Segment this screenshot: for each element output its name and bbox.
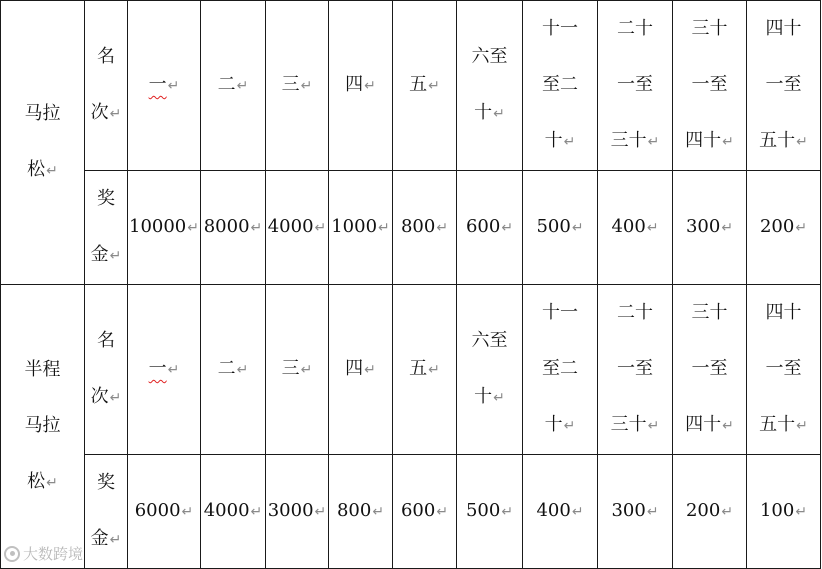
rank-row	[1, 1, 821, 171]
cell-text-line: 五	[409, 358, 428, 379]
paragraph-mark-icon: ↵	[364, 362, 376, 378]
rank-cell	[128, 1, 201, 171]
prize-amount-cell	[128, 171, 201, 285]
paragraph-mark-icon: ↵	[364, 78, 376, 94]
paragraph-mark-icon: ↵	[721, 504, 734, 520]
cell-text-line: 四十	[685, 130, 722, 151]
cell-text-line: 三	[281, 358, 300, 379]
watermark	[4, 543, 83, 564]
prize-amount-cell	[329, 171, 393, 285]
cell-text-line: 六至	[471, 46, 508, 67]
cell-text-line: 十一	[542, 302, 578, 323]
cell-text-line: 四	[345, 74, 364, 95]
cell-text-line: 三	[281, 74, 300, 95]
event-name-cell	[1, 1, 85, 285]
cell-text-line: 马拉	[24, 103, 61, 124]
cell-text-line: 三十	[691, 302, 728, 323]
logo-icon	[4, 546, 20, 562]
paragraph-mark-icon: ↵	[372, 504, 385, 520]
paragraph-mark-icon: ↵	[314, 504, 327, 520]
rank-cell	[457, 1, 523, 171]
cell-text-line: 五十	[759, 414, 796, 435]
cell-text-line: 十	[474, 102, 493, 123]
paragraph-mark-icon: ↵	[378, 220, 390, 236]
cell-text-line: 一至	[765, 358, 802, 379]
prize-amount: 10000	[129, 216, 187, 237]
cell-text-line: 十一	[542, 18, 578, 39]
paragraph-mark-icon: ↵	[493, 106, 505, 122]
rank-cell	[329, 1, 393, 171]
prize-amount: 400	[536, 500, 571, 521]
paragraph-mark-icon: ↵	[236, 362, 249, 378]
cell-text-line: 金	[90, 244, 109, 265]
rank-header-cell	[85, 1, 128, 171]
cell-text-line: 松	[27, 159, 46, 180]
rank-cell	[201, 285, 266, 455]
rank-cell	[393, 285, 457, 455]
cell-text-line: 至二	[542, 358, 578, 379]
cell-text-line: 马拉	[24, 415, 61, 436]
prize-amount: 1000	[331, 216, 378, 237]
paragraph-mark-icon: ↵	[236, 78, 249, 94]
prize-amount: 500	[465, 500, 501, 521]
cell-text-line: 四十	[685, 414, 722, 435]
cell-text-line: 二十	[617, 302, 653, 323]
cell-text-line: 三十	[610, 130, 647, 151]
prize-amount-cell	[266, 455, 329, 569]
cell-text-line: 次	[90, 386, 109, 407]
watermark-text: 大数跨境	[23, 545, 84, 563]
rank-cell	[598, 1, 673, 171]
cell-text-line: 三十	[610, 414, 647, 435]
cell-text-line: 奖	[97, 188, 115, 209]
prize-amount-cell	[457, 455, 523, 569]
cell-text-line: 二十	[617, 18, 653, 39]
prize-amount-cell	[393, 455, 457, 569]
paragraph-mark-icon: ↵	[181, 504, 194, 520]
prize-row	[1, 171, 821, 285]
paragraph-mark-icon: ↵	[647, 134, 660, 150]
paragraph-mark-icon: ↵	[167, 362, 180, 378]
cell-text-line: 一至	[617, 358, 653, 379]
prize-amount: 100	[759, 500, 795, 521]
paragraph-mark-icon: ↵	[187, 220, 199, 236]
paragraph-mark-icon: ↵	[250, 220, 263, 236]
prize-amount: 600	[400, 500, 436, 521]
paragraph-mark-icon: ↵	[300, 78, 313, 94]
paragraph-mark-icon: ↵	[109, 248, 122, 264]
prize-amount-cell	[266, 171, 329, 285]
paragraph-mark-icon: ↵	[109, 106, 122, 122]
cell-text-line: 至二	[542, 74, 578, 95]
cell-text-line: 二	[217, 74, 236, 95]
cell-text-line: 四十	[765, 18, 802, 39]
paragraph-mark-icon: ↵	[571, 504, 584, 520]
event-name-cell	[1, 285, 85, 569]
cell-text-line: 四十	[765, 302, 802, 323]
paragraph-mark-icon: ↵	[250, 504, 263, 520]
prize-amount-cell	[329, 455, 393, 569]
cell-text-line: 十	[544, 414, 563, 435]
paragraph-mark-icon: ↵	[721, 220, 734, 236]
paragraph-mark-icon: ↵	[646, 220, 659, 236]
paragraph-mark-icon: ↵	[314, 220, 327, 236]
paragraph-mark-icon: ↵	[46, 163, 58, 179]
prize-row	[1, 455, 821, 569]
prize-amount: 200	[759, 216, 795, 237]
rank-cell	[201, 1, 266, 171]
rank-cell	[747, 1, 821, 171]
cell-text-line: 一至	[691, 74, 728, 95]
prize-amount-cell	[747, 455, 821, 569]
paragraph-mark-icon: ↵	[563, 134, 576, 150]
cell-text-line: 奖	[97, 472, 115, 493]
prize-amount: 6000	[134, 500, 181, 521]
rank-header-cell	[85, 285, 128, 455]
cell-text-line: 次	[90, 102, 109, 123]
rank-cell	[747, 285, 821, 455]
cell-text-line: 名	[97, 330, 115, 351]
cell-text-line: 四	[345, 358, 364, 379]
rank-cell	[673, 285, 747, 455]
rank-cell	[393, 1, 457, 171]
cell-text-line: 一	[148, 74, 167, 95]
cell-text-line: 一至	[617, 74, 653, 95]
paragraph-mark-icon: ↵	[563, 418, 576, 434]
rank-cell	[523, 285, 598, 455]
prize-amount: 8000	[203, 216, 250, 237]
cell-text-line: 六至	[471, 330, 508, 351]
rank-cell	[329, 285, 393, 455]
cell-text-line: 一	[148, 358, 167, 379]
cell-text-line: 名	[97, 46, 115, 67]
paragraph-mark-icon: ↵	[428, 78, 440, 94]
paragraph-mark-icon: ↵	[300, 362, 313, 378]
paragraph-mark-icon: ↵	[722, 418, 734, 434]
cell-text-line: 金	[90, 528, 109, 549]
paragraph-mark-icon: ↵	[109, 390, 122, 406]
prize-amount: 500	[536, 216, 571, 237]
prize-amount: 300	[685, 216, 721, 237]
rank-cell	[128, 285, 201, 455]
prize-amount: 200	[685, 500, 721, 521]
paragraph-mark-icon: ↵	[796, 418, 808, 434]
rank-row	[1, 285, 821, 455]
paragraph-mark-icon: ↵	[647, 418, 660, 434]
paragraph-mark-icon: ↵	[571, 220, 584, 236]
prize-amount-cell	[673, 455, 747, 569]
paragraph-mark-icon: ↵	[795, 220, 808, 236]
rank-cell	[266, 285, 329, 455]
rank-cell	[598, 285, 673, 455]
paragraph-mark-icon: ↵	[796, 134, 808, 150]
paragraph-mark-icon: ↵	[501, 220, 514, 236]
paragraph-mark-icon: ↵	[109, 532, 122, 548]
rank-cell	[673, 1, 747, 171]
prize-amount: 800	[336, 500, 372, 521]
prize-amount-cell	[128, 455, 201, 569]
prize-amount: 4000	[267, 216, 314, 237]
paragraph-mark-icon: ↵	[722, 134, 734, 150]
cell-text-line: 五十	[759, 130, 796, 151]
prize-amount-cell	[523, 171, 598, 285]
paragraph-mark-icon: ↵	[646, 504, 659, 520]
paragraph-mark-icon: ↵	[493, 390, 505, 406]
prize-amount-cell	[201, 171, 266, 285]
paragraph-mark-icon: ↵	[428, 362, 440, 378]
cell-text-line: 十	[544, 130, 563, 151]
cell-text-line: 二	[217, 358, 236, 379]
paragraph-mark-icon: ↵	[436, 504, 449, 520]
cell-text-line: 一至	[691, 358, 728, 379]
cell-text-line: 三十	[691, 18, 728, 39]
prize-amount: 4000	[203, 500, 250, 521]
prize-amount-cell	[457, 171, 523, 285]
paragraph-mark-icon: ↵	[795, 504, 808, 520]
cell-text-line: 松	[27, 471, 46, 492]
prize-amount-cell	[673, 171, 747, 285]
prize-amount: 300	[611, 500, 646, 521]
paragraph-mark-icon: ↵	[436, 220, 449, 236]
paragraph-mark-icon: ↵	[167, 78, 180, 94]
prize-amount-cell	[598, 171, 673, 285]
prize-header-cell	[85, 171, 128, 285]
rank-cell	[457, 285, 523, 455]
cell-text-line: 一至	[765, 74, 802, 95]
cell-text-line: 半程	[24, 359, 61, 380]
cell-text-line: 十	[474, 386, 493, 407]
prize-amount-cell	[201, 455, 266, 569]
prize-amount-cell	[393, 171, 457, 285]
prize-amount: 800	[400, 216, 436, 237]
prize-amount-cell	[523, 455, 598, 569]
cell-text-line: 五	[409, 74, 428, 95]
prize-amount: 400	[611, 216, 646, 237]
prize-amount: 3000	[267, 500, 314, 521]
rank-cell	[266, 1, 329, 171]
rank-cell	[523, 1, 598, 171]
prize-amount-cell	[747, 171, 821, 285]
prize-header-cell	[85, 455, 128, 569]
prize-amount: 600	[465, 216, 501, 237]
paragraph-mark-icon: ↵	[46, 475, 58, 491]
prize-amount-cell	[598, 455, 673, 569]
paragraph-mark-icon: ↵	[501, 504, 514, 520]
